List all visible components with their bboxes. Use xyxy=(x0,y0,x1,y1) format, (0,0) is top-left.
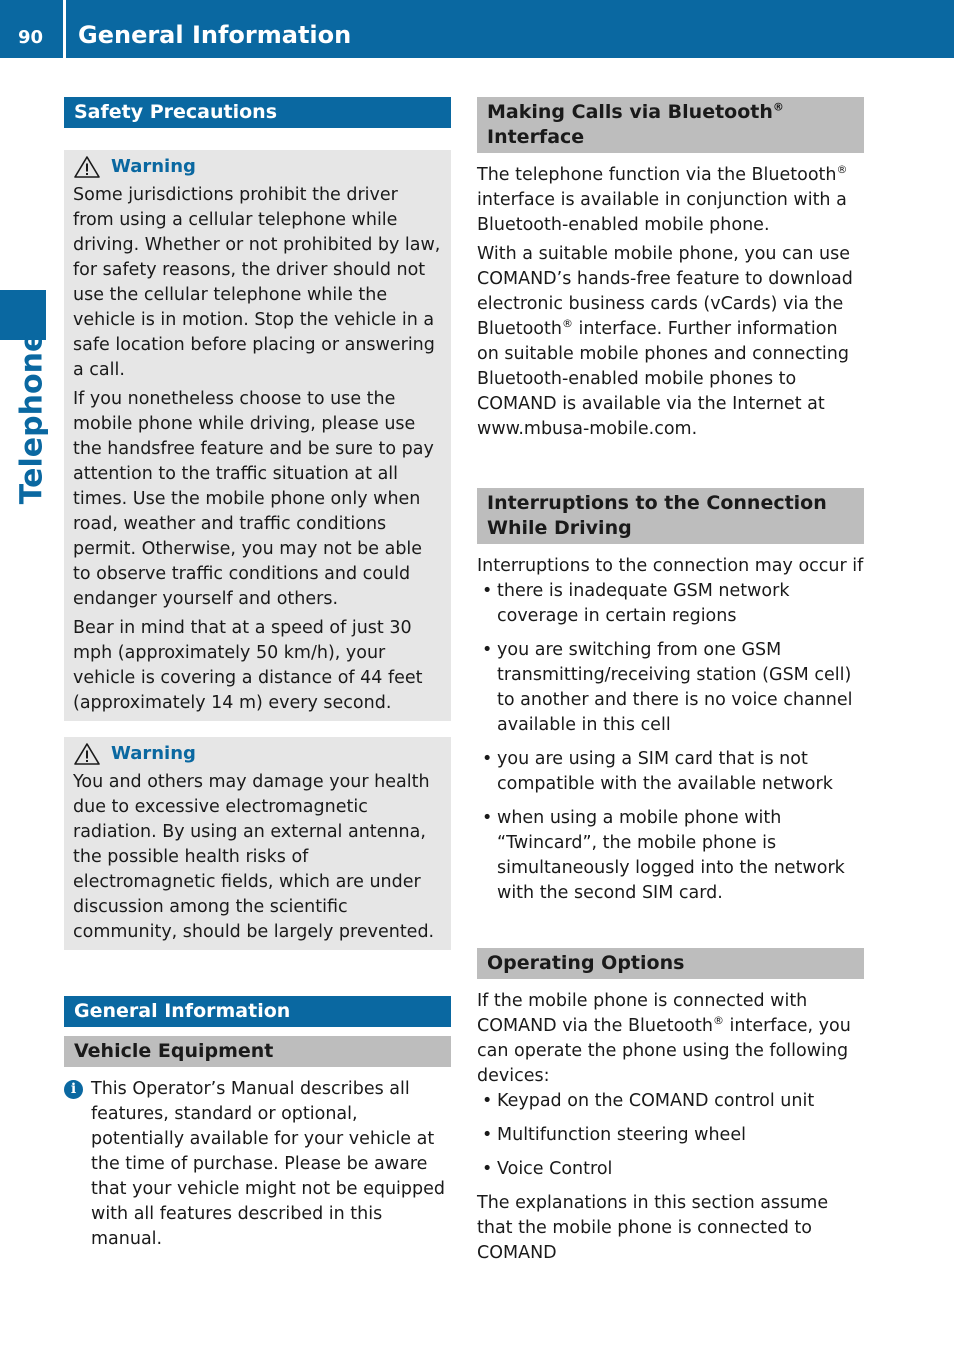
registered-mark: ® xyxy=(836,163,848,177)
warning-box-driving xyxy=(64,150,451,721)
registered-mark: ® xyxy=(772,100,784,114)
warning-paragraph: You and others may damage your health due to excessive electromagnetic radiation. By using an external antenna, the possible health risks of electromagnetic fields, which are under discussion among the scientific community, should be largely prevented. xyxy=(73,772,435,942)
list-item: • Voice Control xyxy=(477,1157,864,1182)
text-run: interface. Further information on suitable mobile phones and connecting Bluetooth-enabled mobile phones to COMAND is available via the Internet at www.mbusa-mobile.com. xyxy=(477,319,849,439)
operating-paragraph-1 xyxy=(477,989,864,1089)
warning-heading xyxy=(73,154,442,179)
info-note xyxy=(64,1077,451,1252)
text-run: With a suitable mobile phone, you can use COMAND’s hands-free feature to download electronic business cards (vCards) via the Bluetooth xyxy=(477,244,853,339)
bt-paragraph-2 xyxy=(477,242,864,442)
registered-mark: ® xyxy=(561,317,573,331)
warning-paragraph: Some jurisdictions prohibit the driver from using a cellular telephone while driving. Whether or not prohibited by law, for safety reasons, the driver should not use the cellular telephone while the vehicle is in motion. Stop the vehicle in a safe location before placing or answering a call. xyxy=(73,185,441,380)
warning-label: Warning xyxy=(111,156,196,177)
bt-title-text: Making Calls via Bluetooth xyxy=(487,101,773,123)
warning-paragraph: If you nonetheless choose to use the mobile phone while driving, please use the handsfree feature and be sure to pay attention to the traffic situation at all times. Use the mobile phone only when road, weather and traffic conditions permit. Otherwise, you may not be able to observe traffic conditions and could endanger yourself and others. xyxy=(73,389,434,609)
section-title-safety: Safety Precautions xyxy=(64,97,451,128)
list-item: • you are switching from one GSM transmitting/receiving station (GSM cell) to another and there is no voice channel available in this cell xyxy=(477,638,864,738)
text-run: If the mobile phone is connected with COMAND via the Bluetooth xyxy=(477,991,808,1036)
page-header xyxy=(0,0,954,58)
operating-devices-list xyxy=(477,1089,864,1182)
section-title-general: General Information xyxy=(64,996,451,1027)
warning-label: Warning xyxy=(111,743,196,764)
warning-triangle-icon xyxy=(73,742,101,766)
left-column xyxy=(64,97,451,1252)
text-run: The telephone function via the Bluetooth xyxy=(477,165,837,185)
operating-paragraph-2: The explanations in this section assume that the mobile phone is connected to COMAND xyxy=(477,1193,829,1263)
list-item: • you are using a SIM card that is not compatible with the available network xyxy=(477,747,864,797)
list-item: • there is inadequate GSM network coverage in certain regions xyxy=(477,579,864,629)
section-title-bluetooth-calls xyxy=(477,97,864,153)
info-text: This Operator’s Manual describes all features, standard or optional, potentially available for your vehicle at the time of purchase. Please be aware that your vehicle might not be equipped with all features described in this manual. xyxy=(91,1079,446,1249)
header-divider xyxy=(63,0,66,58)
list-item: • when using a mobile phone with “Twincard”, the mobile phone is simultaneously logged into the network with the second SIM card. xyxy=(477,806,864,906)
list-item: • Keypad on the COMAND control unit xyxy=(477,1089,864,1114)
subsection-title-vehicle-equipment: Vehicle Equipment xyxy=(64,1036,451,1067)
header-title: General Information xyxy=(78,21,352,49)
list-item: • Multifunction steering wheel xyxy=(477,1123,864,1148)
text-run: interface, you can operate the phone using the following devices: xyxy=(477,1016,851,1086)
section-title-operating-options: Operating Options xyxy=(477,948,864,979)
side-tab-label: Telephone xyxy=(14,331,50,505)
page-number: 90 xyxy=(18,27,44,48)
right-column xyxy=(477,97,864,1270)
warning-triangle-icon xyxy=(73,155,101,179)
info-icon: i xyxy=(64,1080,83,1099)
warning-box-radiation xyxy=(64,737,451,950)
text-run: interface is available in conjunction with a Bluetooth-enabled mobile phone. xyxy=(477,190,847,235)
warning-heading xyxy=(73,741,442,766)
interruptions-intro: Interruptions to the connection may occur if xyxy=(477,556,864,576)
bt-paragraph-1 xyxy=(477,163,864,238)
registered-mark: ® xyxy=(712,1014,724,1028)
interruptions-list xyxy=(477,579,864,906)
section-title-interruptions: Interruptions to the Connection While Driving xyxy=(477,488,864,544)
bt-title-suffix: Interface xyxy=(487,126,585,148)
warning-paragraph: Bear in mind that at a speed of just 30 mph (approximately 50 km/h), your vehicle is covering a distance of 44 feet (approximately 14 m) every second. xyxy=(73,618,423,713)
